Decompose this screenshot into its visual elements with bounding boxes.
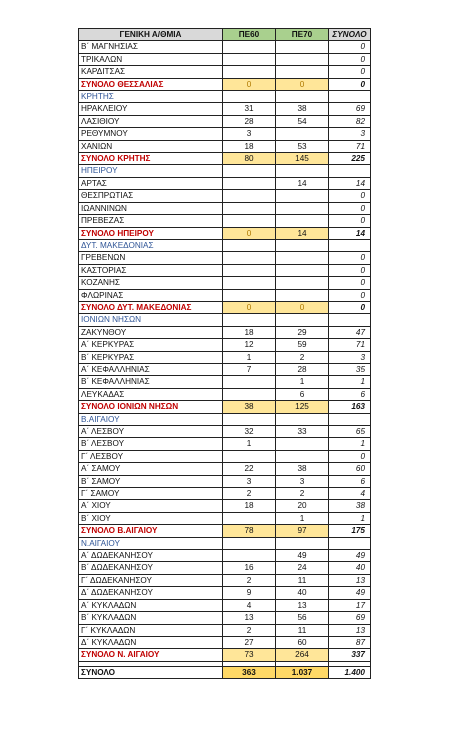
cell-pe70 [276, 91, 329, 103]
cell-pe60: 31 [223, 103, 276, 115]
cell-pe70: 1 [276, 512, 329, 524]
cell-area: Γ΄ ΛΕΣΒΟΥ [79, 450, 223, 462]
cell-area: ΣΥΝΟΛΟ Ν. ΑΙΓΑΙΟΥ [79, 649, 223, 661]
cell-area: Β΄ ΚΥΚΛΑΔΩΝ [79, 612, 223, 624]
cell-pe70: 54 [276, 115, 329, 127]
cell-pe60 [223, 190, 276, 202]
cell-total: 6 [329, 475, 371, 487]
table-row [79, 326, 371, 338]
cell-total: 82 [329, 115, 371, 127]
cell-area: ΖΑΚΥΝΘΟΥ [79, 326, 223, 338]
table-row [79, 140, 371, 152]
cell-pe60 [223, 202, 276, 214]
subtotal-row [79, 649, 371, 661]
cell-total: 0 [329, 450, 371, 462]
cell-area: Α΄ ΛΕΣΒΟΥ [79, 426, 223, 438]
cell-pe60 [223, 91, 276, 103]
cell-pe70: 20 [276, 500, 329, 512]
region-header-row [79, 165, 371, 177]
region-header-row [79, 239, 371, 251]
cell-pe70 [276, 66, 329, 78]
cell-area: Β.ΑΙΓΑΙΟΥ [79, 413, 223, 425]
cell-total: 163 [329, 401, 371, 413]
cell-total: 0 [329, 252, 371, 264]
table-row [79, 264, 371, 276]
header-pe70: ΠΕ70 [276, 29, 329, 41]
cell-pe60 [223, 53, 276, 65]
table-row [79, 277, 371, 289]
table-row [79, 550, 371, 562]
table-row [79, 562, 371, 574]
cell-area: Β΄ ΜΑΓΝΗΣΙΑΣ [79, 41, 223, 53]
cell-area: ΚΑΣΤΟΡΙΑΣ [79, 264, 223, 276]
cell-area: ΣΥΝΟΛΟ ΗΠΕΙΡΟΥ [79, 227, 223, 239]
cell-pe70: 11 [276, 624, 329, 636]
cell-pe60 [223, 66, 276, 78]
cell-total: 1.400 [329, 666, 371, 678]
cell-pe70: 1 [276, 376, 329, 388]
cell-total: 71 [329, 339, 371, 351]
cell-area: ΗΡΑΚΛΕΙΟΥ [79, 103, 223, 115]
cell-total: 13 [329, 624, 371, 636]
table-row [79, 612, 371, 624]
cell-pe60: 78 [223, 525, 276, 537]
cell-total: 225 [329, 153, 371, 165]
cell-total: 14 [329, 177, 371, 189]
header-total: ΣΥΝΟΛΟ [329, 29, 371, 41]
cell-pe70: 14 [276, 227, 329, 239]
cell-pe70 [276, 264, 329, 276]
cell-total: 87 [329, 636, 371, 648]
cell-pe60: 3 [223, 475, 276, 487]
cell-area: ΘΕΣΠΡΩΤΙΑΣ [79, 190, 223, 202]
cell-pe70: 97 [276, 525, 329, 537]
region-header-row [79, 314, 371, 326]
cell-area: Γ΄ ΣΑΜΟΥ [79, 488, 223, 500]
cell-total [329, 314, 371, 326]
cell-pe70 [276, 413, 329, 425]
cell-pe70: 3 [276, 475, 329, 487]
cell-pe60: 18 [223, 140, 276, 152]
region-header-row [79, 537, 371, 549]
cell-area: ΛΕΥΚΑΔΑΣ [79, 388, 223, 400]
distribution-table [78, 28, 371, 679]
table-row [79, 488, 371, 500]
cell-pe70: 2 [276, 488, 329, 500]
cell-area: Α΄ ΚΥΚΛΑΔΩΝ [79, 599, 223, 611]
cell-area: Β΄ ΣΑΜΟΥ [79, 475, 223, 487]
cell-pe70 [276, 165, 329, 177]
cell-total: 0 [329, 41, 371, 53]
cell-pe60 [223, 413, 276, 425]
table-row [79, 53, 371, 65]
cell-area: ΣΥΝΟΛΟ ΔΥΤ. ΜΑΚΕΔΟΝΙΑΣ [79, 301, 223, 313]
cell-pe70 [276, 190, 329, 202]
cell-area: ΣΥΝΟΛΟ [79, 666, 223, 678]
cell-area: ΙΟΝΙΩΝ ΝΗΣΩΝ [79, 314, 223, 326]
cell-area: Β΄ ΛΕΣΒΟΥ [79, 438, 223, 450]
cell-area: ΦΛΩΡΙΝΑΣ [79, 289, 223, 301]
cell-pe70: 2 [276, 351, 329, 363]
cell-pe70: 0 [276, 78, 329, 90]
cell-pe70: 28 [276, 363, 329, 375]
cell-total: 1 [329, 438, 371, 450]
cell-total: 0 [329, 289, 371, 301]
cell-total [329, 165, 371, 177]
cell-pe70 [276, 252, 329, 264]
table-row [79, 202, 371, 214]
cell-total: 49 [329, 587, 371, 599]
cell-pe70: 60 [276, 636, 329, 648]
cell-area: Α΄ ΧΙΟΥ [79, 500, 223, 512]
table-row [79, 351, 371, 363]
cell-pe60 [223, 177, 276, 189]
cell-area: Ν.ΑΙΓΑΙΟΥ [79, 537, 223, 549]
table-row [79, 500, 371, 512]
cell-total: 14 [329, 227, 371, 239]
cell-pe70: 38 [276, 103, 329, 115]
cell-pe70: 59 [276, 339, 329, 351]
table-row [79, 599, 371, 611]
cell-pe60 [223, 388, 276, 400]
table-row [79, 438, 371, 450]
header-pe60: ΠΕ60 [223, 29, 276, 41]
cell-area: Β΄ ΚΕΡΚΥΡΑΣ [79, 351, 223, 363]
cell-area: Β΄ ΔΩΔΕΚΑΝΗΣΟΥ [79, 562, 223, 574]
cell-pe70 [276, 41, 329, 53]
region-header-row [79, 413, 371, 425]
cell-total: 3 [329, 351, 371, 363]
cell-pe70: 125 [276, 401, 329, 413]
cell-pe70: 49 [276, 550, 329, 562]
cell-pe60: 4 [223, 599, 276, 611]
cell-total: 4 [329, 488, 371, 500]
cell-area: Α΄ ΣΑΜΟΥ [79, 463, 223, 475]
cell-area: Δ΄ ΔΩΔΕΚΑΝΗΣΟΥ [79, 587, 223, 599]
cell-total: 69 [329, 103, 371, 115]
cell-area: ΑΡΤΑΣ [79, 177, 223, 189]
cell-total [329, 413, 371, 425]
cell-total: 175 [329, 525, 371, 537]
header-area: ΓΕΝΙΚΗ Α/ΘΜΙΑ [79, 29, 223, 41]
table-row [79, 450, 371, 462]
cell-area: Β΄ ΚΕΦΑΛΛΗΝΙΑΣ [79, 376, 223, 388]
cell-total: 0 [329, 215, 371, 227]
grand-total-row [79, 666, 371, 678]
cell-area: Β΄ ΧΙΟΥ [79, 512, 223, 524]
cell-pe60: 0 [223, 301, 276, 313]
cell-total: 35 [329, 363, 371, 375]
cell-pe70: 24 [276, 562, 329, 574]
cell-pe60 [223, 215, 276, 227]
cell-total: 71 [329, 140, 371, 152]
cell-pe60 [223, 537, 276, 549]
cell-area: Α΄ ΔΩΔΕΚΑΝΗΣΟΥ [79, 550, 223, 562]
cell-area: ΓΡΕΒΕΝΩΝ [79, 252, 223, 264]
cell-area: ΠΡΕΒΕΖΑΣ [79, 215, 223, 227]
cell-pe70: 33 [276, 426, 329, 438]
cell-total: 47 [329, 326, 371, 338]
cell-area: ΣΥΝΟΛΟ ΘΕΣΣΑΛΙΑΣ [79, 78, 223, 90]
cell-pe70 [276, 277, 329, 289]
cell-pe70 [276, 537, 329, 549]
cell-pe60: 2 [223, 488, 276, 500]
table-row [79, 103, 371, 115]
cell-area: ΣΥΝΟΛΟ Β.ΑΙΓΑΙΟΥ [79, 525, 223, 537]
subtotal-row [79, 78, 371, 90]
subtotal-row [79, 401, 371, 413]
cell-total: 17 [329, 599, 371, 611]
table-row [79, 252, 371, 264]
cell-pe60 [223, 252, 276, 264]
cell-total: 3 [329, 128, 371, 140]
cell-pe60 [223, 277, 276, 289]
table-row [79, 624, 371, 636]
cell-pe60: 22 [223, 463, 276, 475]
cell-total [329, 537, 371, 549]
cell-pe60: 2 [223, 574, 276, 586]
cell-area: Γ΄ ΔΩΔΕΚΑΝΗΣΟΥ [79, 574, 223, 586]
cell-total: 1 [329, 376, 371, 388]
cell-pe60: 2 [223, 624, 276, 636]
cell-pe60: 1 [223, 438, 276, 450]
cell-pe60: 7 [223, 363, 276, 375]
cell-pe60: 28 [223, 115, 276, 127]
table-row [79, 426, 371, 438]
cell-pe60: 80 [223, 153, 276, 165]
cell-area: ΣΥΝΟΛΟ ΙΟΝΙΩΝ ΝΗΣΩΝ [79, 401, 223, 413]
cell-pe70: 53 [276, 140, 329, 152]
cell-total [329, 91, 371, 103]
cell-pe70 [276, 215, 329, 227]
cell-total: 38 [329, 500, 371, 512]
cell-pe60 [223, 450, 276, 462]
table-row [79, 177, 371, 189]
table-row [79, 388, 371, 400]
cell-total: 1 [329, 512, 371, 524]
cell-area: Α΄ ΚΕΦΑΛΛΗΝΙΑΣ [79, 363, 223, 375]
table-body [79, 29, 371, 679]
table-row [79, 512, 371, 524]
cell-area: Δ΄ ΚΥΚΛΑΔΩΝ [79, 636, 223, 648]
subtotal-row [79, 153, 371, 165]
cell-pe60: 13 [223, 612, 276, 624]
cell-pe70: 29 [276, 326, 329, 338]
cell-total: 0 [329, 66, 371, 78]
cell-pe60: 3 [223, 128, 276, 140]
cell-pe60: 16 [223, 562, 276, 574]
cell-total: 0 [329, 277, 371, 289]
cell-total: 0 [329, 264, 371, 276]
cell-total: 0 [329, 53, 371, 65]
cell-total: 40 [329, 562, 371, 574]
cell-pe60 [223, 264, 276, 276]
subtotal-row [79, 301, 371, 313]
table-row [79, 587, 371, 599]
cell-pe60: 18 [223, 326, 276, 338]
cell-pe60: 38 [223, 401, 276, 413]
cell-area: ΔΥΤ. ΜΑΚΕΔΟΝΙΑΣ [79, 239, 223, 251]
cell-area: ΤΡΙΚΑΛΩΝ [79, 53, 223, 65]
cell-pe60 [223, 314, 276, 326]
cell-pe70: 14 [276, 177, 329, 189]
cell-total: 337 [329, 649, 371, 661]
cell-pe70 [276, 239, 329, 251]
cell-pe60: 9 [223, 587, 276, 599]
cell-pe60 [223, 376, 276, 388]
cell-pe70 [276, 202, 329, 214]
cell-area: ΚΑΡΔΙΤΣΑΣ [79, 66, 223, 78]
cell-area: ΛΑΣΙΘΙΟΥ [79, 115, 223, 127]
cell-area: ΣΥΝΟΛΟ ΚΡΗΤΗΣ [79, 153, 223, 165]
table-row [79, 376, 371, 388]
cell-total: 65 [329, 426, 371, 438]
cell-pe60: 32 [223, 426, 276, 438]
cell-total: 69 [329, 612, 371, 624]
cell-total: 49 [329, 550, 371, 562]
cell-pe70: 1.037 [276, 666, 329, 678]
table-row [79, 574, 371, 586]
cell-area: ΚΟΖΑΝΗΣ [79, 277, 223, 289]
table-row [79, 475, 371, 487]
cell-pe70: 6 [276, 388, 329, 400]
subtotal-row [79, 227, 371, 239]
table-row [79, 289, 371, 301]
cell-pe70: 13 [276, 599, 329, 611]
table-row [79, 190, 371, 202]
cell-pe70 [276, 314, 329, 326]
cell-pe70 [276, 450, 329, 462]
cell-area: ΧΑΝΙΩΝ [79, 140, 223, 152]
table-row [79, 636, 371, 648]
table-row [79, 41, 371, 53]
cell-pe60: 12 [223, 339, 276, 351]
cell-pe60 [223, 239, 276, 251]
table-row [79, 363, 371, 375]
cell-pe60 [223, 550, 276, 562]
table-row [79, 115, 371, 127]
header-row [79, 29, 371, 41]
cell-pe70: 145 [276, 153, 329, 165]
cell-area: Α΄ ΚΕΡΚΥΡΑΣ [79, 339, 223, 351]
cell-pe70: 38 [276, 463, 329, 475]
cell-pe70: 40 [276, 587, 329, 599]
cell-pe70 [276, 53, 329, 65]
cell-area: ΗΠΕΙΡΟΥ [79, 165, 223, 177]
cell-total [329, 239, 371, 251]
cell-total: 13 [329, 574, 371, 586]
table-row [79, 339, 371, 351]
cell-area: Γ΄ ΚΥΚΛΑΔΩΝ [79, 624, 223, 636]
cell-pe60 [223, 41, 276, 53]
cell-total: 0 [329, 78, 371, 90]
cell-total: 60 [329, 463, 371, 475]
cell-total: 0 [329, 301, 371, 313]
cell-area: ΡΕΘΥΜΝΟΥ [79, 128, 223, 140]
subtotal-row [79, 525, 371, 537]
cell-total: 0 [329, 190, 371, 202]
cell-pe60: 0 [223, 78, 276, 90]
cell-pe70: 11 [276, 574, 329, 586]
cell-pe60 [223, 289, 276, 301]
cell-area: ΙΩΑΝΝΙΝΩΝ [79, 202, 223, 214]
cell-pe60: 0 [223, 227, 276, 239]
cell-pe70: 56 [276, 612, 329, 624]
cell-total: 0 [329, 202, 371, 214]
cell-pe60: 73 [223, 649, 276, 661]
cell-pe70 [276, 438, 329, 450]
cell-pe60: 18 [223, 500, 276, 512]
cell-pe60 [223, 165, 276, 177]
cell-pe60 [223, 512, 276, 524]
table-row [79, 66, 371, 78]
cell-pe70 [276, 289, 329, 301]
table-row [79, 215, 371, 227]
region-header-row [79, 91, 371, 103]
cell-total: 6 [329, 388, 371, 400]
cell-pe70: 0 [276, 301, 329, 313]
table-row [79, 128, 371, 140]
cell-pe70: 264 [276, 649, 329, 661]
cell-pe60: 363 [223, 666, 276, 678]
cell-pe60: 27 [223, 636, 276, 648]
cell-area: ΚΡΗΤΗΣ [79, 91, 223, 103]
cell-pe70 [276, 128, 329, 140]
cell-pe60: 1 [223, 351, 276, 363]
table-row [79, 463, 371, 475]
